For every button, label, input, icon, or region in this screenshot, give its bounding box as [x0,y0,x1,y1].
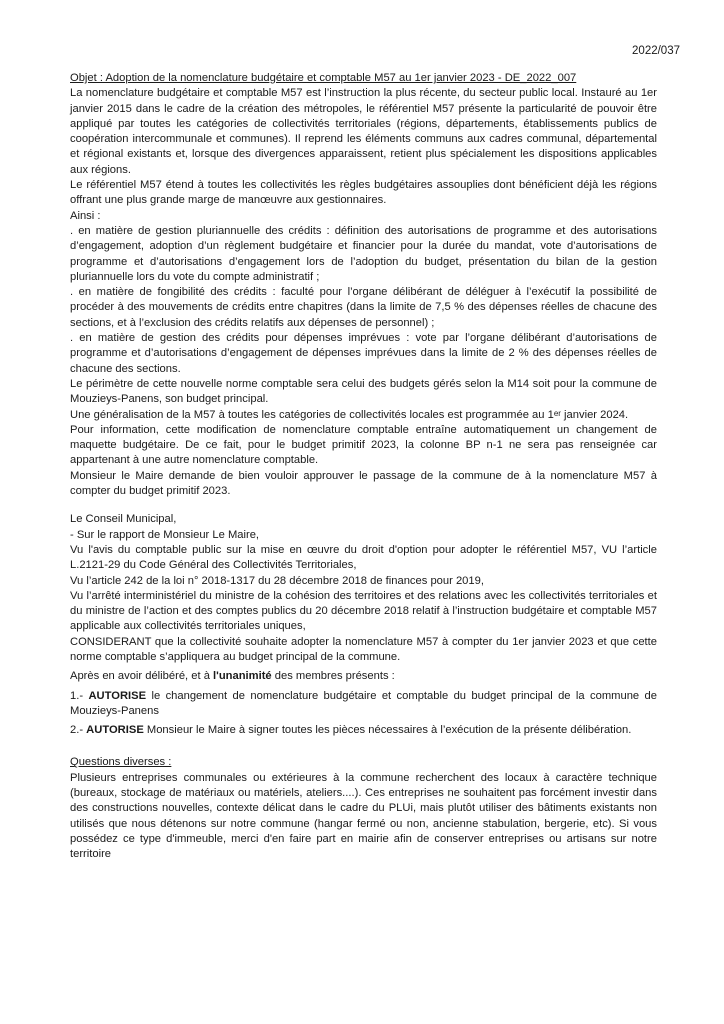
council-paragraph: Vu l’arrêté interministériel du ministre de la cohésion des territoires et des relations avec les collectivités territoriales et du ministre de l’action et des comptes publics du 20 décembre 2018 relatif à l’instruction budgétaire et comptable M57 applicable aux collectivités territoriales uniques, [70,589,657,633]
decision-item: 1.- AUTORISE le changement de nomenclature budgétaire et comptable du budget principal de la commune de Mouzieys-Panens [70,689,657,717]
questions-paragraph: Plusieurs entreprises communales ou extérieures à la commune recherchent des locaux à caractère technique (bureaux, stockage de matériaux ou matériels, ateliers....). Ces entreprises ne souhaitent pas forcément investir dans des constructions nouvelles, contexte délicat dans le cadre du PLUi, mais plutôt utiliser des bâtiments existants non utilisés que nous détenons sur notre commune (hangar fermé ou non, ancienne stabulation, bergerie, etc). Si vous possédez ce type d'immeuble, merci d'en faire part en mairie afin de conserver entreprises ou artisans sur notre territoire [70,771,657,861]
spacer [70,738,657,751]
council-paragraph: Le Conseil Municipal, [70,513,177,526]
intro-paragraph: Le référentiel M57 étend à toutes les collectivités les règles budgétaires assouplies dont bénéficient déjà les régions offrant une plus grande marge de manœuvre aux gestionnaires. [70,179,657,207]
council-paragraph: CONSIDERANT que la collectivité souhaite adopter la nomenclature M57 à compter du 1er janvier 2023 et que cette norme comptable s’appliquera au budget principal de la commune. [70,635,657,663]
spacer [70,499,657,512]
decision-item: 2.- AUTORISE Monsieur le Maire à signer toutes les pièces nécessaires à l’exécution de la présente délibération. [70,724,632,737]
intro-paragraph: . en matière de gestion pluriannuelle des crédits : définition des autorisations de programme et des autorisations d’engagement, adoption d’un règlement budgétaire et financier pour la durée du mandat, vote d’autorisations de programme et d’autorisations d’engagement lors de l’adoption du budget, présentation du bilan de la gestion pluriannuelle lors du vote du compte administratif ; [70,224,657,283]
council-paragraph: Vu l'avis du comptable public sur la mise en œuvre du droit d'option pour adopter le référentiel M57, VU l’article L.2121-29 du Code Général des Collectivités Territoriales, [70,543,657,572]
intro-paragraph: La nomenclature budgétaire et comptable M57 est l’instruction la plus récente, du secteur public local. Instauré au 1er janvier 2015 dans le cadre de la création des métropoles, le référentiel M57 présente la particularité de pouvoir être appliqué par toutes les catégories de collectivités territoriales (régions, départements, établissements publics de coopération intercommunale et communes). Il reprend les éléments communs aux cadres communal, départemental et régional existants et, lorsque des divergences apparaissent, retient plus spécialement les dispositions applicables aux régions. [70,87,657,176]
deliberation-section [70,71,657,863]
generalisation-paragraph: Une généralisation de la M57 à toutes les catégories de collectivités locales est programmée au 1er janvier 2024. [70,408,629,421]
intro-paragraph: . en matière de fongibilité des crédits : faculté pour l’organe délibérant de déléguer à l’exécutif la possibilité de procéder à des mouvements de crédits entre chapitres (dans la limite de 7,5 % des dépenses réelles de chacune des sections, et à l’exclusion des crédits relatifs aux dépenses de personnel) ; [70,286,657,329]
council-paragraph: Vu l’article 242 de la loi n° 2018-1317 du 28 décembre 2018 de finances pour 2019, [70,574,484,587]
council-paragraph: - Sur le rapport de Monsieur Le Maire, [70,528,260,541]
document-reference: 2022/037 [632,45,680,57]
questions-title: Questions diverses : [70,756,172,769]
intro-paragraph: . en matière de gestion des crédits pour dépenses imprévues : vote par l’organe délibérant d’autorisations de programme et d’autorisations d’engagement de dépenses imprévues dans la limite de 2 % des dépenses réelles de chacune des sections. [70,332,657,375]
object-title: Objet : Adoption de la nomenclature budgétaire et comptable M57 au 1er janvier 2023 - DE_2022_007 [70,72,577,84]
intro-paragraph: Le périmètre de cette nouvelle norme comptable sera celui des budgets gérés selon la M14 soit pour la commune de Mouzieys-Panens, son budget principal. [70,377,657,406]
intro-paragraph: Ainsi : [70,209,101,222]
info-paragraph: Monsieur le Maire demande de bien vouloir approuver le passage de la commune de à la nomenclature M57 à compter du budget primitif 2023. [70,469,657,498]
info-paragraph: Pour information, cette modification de nomenclature comptable entraîne automatiquement un changement de maquette budgétaire. De ce fait, pour le budget primitif 2023, la colonne BP n-1 ne sera pas renseignée car appartenant à une autre nomenclature comptable. [70,423,657,467]
deliberation-line: Après en avoir délibéré, et à l'unanimité des membres présents : [70,670,395,683]
